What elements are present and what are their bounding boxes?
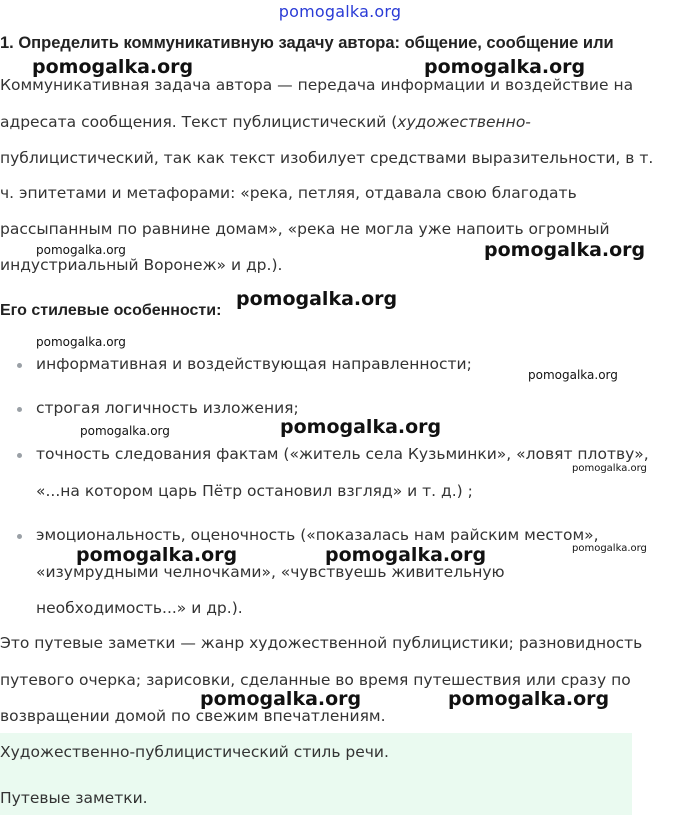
watermark: pomogalka.org xyxy=(572,463,647,474)
watermark: pomogalka.org xyxy=(80,424,170,438)
watermark: pomogalka.org xyxy=(200,688,362,710)
watermark: pomogalka.org xyxy=(424,56,586,78)
task-title: 1. Определить коммуникативную задачу автора: общение, сообщение или xyxy=(0,34,614,52)
watermark: pomogalka.org xyxy=(484,239,646,261)
feature-item-line: строгая логичность изложения; xyxy=(36,399,299,417)
answer-line: Художественно-публицистический стиль речи. xyxy=(0,743,389,761)
watermark: pomogalka.org xyxy=(32,56,194,78)
watermark: pomogalka.org xyxy=(325,544,487,566)
watermark: pomogalka.org xyxy=(76,544,238,566)
answer-box xyxy=(0,733,632,815)
task-line: Коммуникативная задача автора — передача информации и воздействие на xyxy=(0,76,634,94)
bullet-icon xyxy=(16,452,24,460)
watermark: pomogalka.org xyxy=(572,543,647,554)
genre-line: путевого очерка; зарисовки, сделанные во время путешествия или сразу по xyxy=(0,671,631,689)
watermark: pomogalka.org xyxy=(36,335,126,349)
feature-item-line: информативная и воздействующая направленности; xyxy=(36,355,472,373)
feature-item-line: эмоциональность, оценочность («показалась нам райским местом», xyxy=(36,526,599,544)
task-line xyxy=(0,113,531,131)
feature-item-line: «изумрудными челночками», «чувствуешь живительную xyxy=(36,563,505,581)
answer-line: Путевые заметки. xyxy=(0,789,148,807)
watermark: pomogalka.org xyxy=(36,243,126,257)
watermark: pomogalka.org xyxy=(448,688,610,710)
task-line: публицистический, так как текст изобилует средствами выразительности, в т. xyxy=(0,149,654,167)
feature-item-line: точность следования фактам («житель села Кузьминки», «ловят плотву», xyxy=(36,445,649,463)
watermark: pomogalka.org xyxy=(528,368,618,382)
watermark: pomogalka.org xyxy=(236,288,398,310)
site-header-link[interactable]: pomogalka.org xyxy=(278,2,402,21)
task-line-text: адресата сообщения. Текст публицистический ( xyxy=(0,113,398,131)
task-line: индустриальный Воронеж» и др.). xyxy=(0,256,283,274)
bullet-icon xyxy=(16,406,24,414)
task-line: ч. эпитетами и метафорами: «река, петляя, отдавала свою благодать xyxy=(0,184,577,202)
feature-item-line: «...на котором царь Пётр остановил взгляд» и т. д.) ; xyxy=(36,482,473,500)
genre-line: возвращении домой по свежим впечатлениям. xyxy=(0,707,386,725)
feature-item-line: необходимость...» и др.). xyxy=(36,599,243,617)
task-line: рассыпанным по равнине домам», «река не могла уже напоить огромный xyxy=(0,220,610,238)
bullet-icon xyxy=(16,362,24,370)
bullet-icon xyxy=(16,533,24,541)
features-title: Его стилевые особенности: xyxy=(0,302,222,319)
watermark: pomogalka.org xyxy=(280,416,442,438)
genre-line: Это путевые заметки — жанр художественной публицистики; разновидность xyxy=(0,634,643,652)
task-line-italic: художественно- xyxy=(397,113,531,131)
